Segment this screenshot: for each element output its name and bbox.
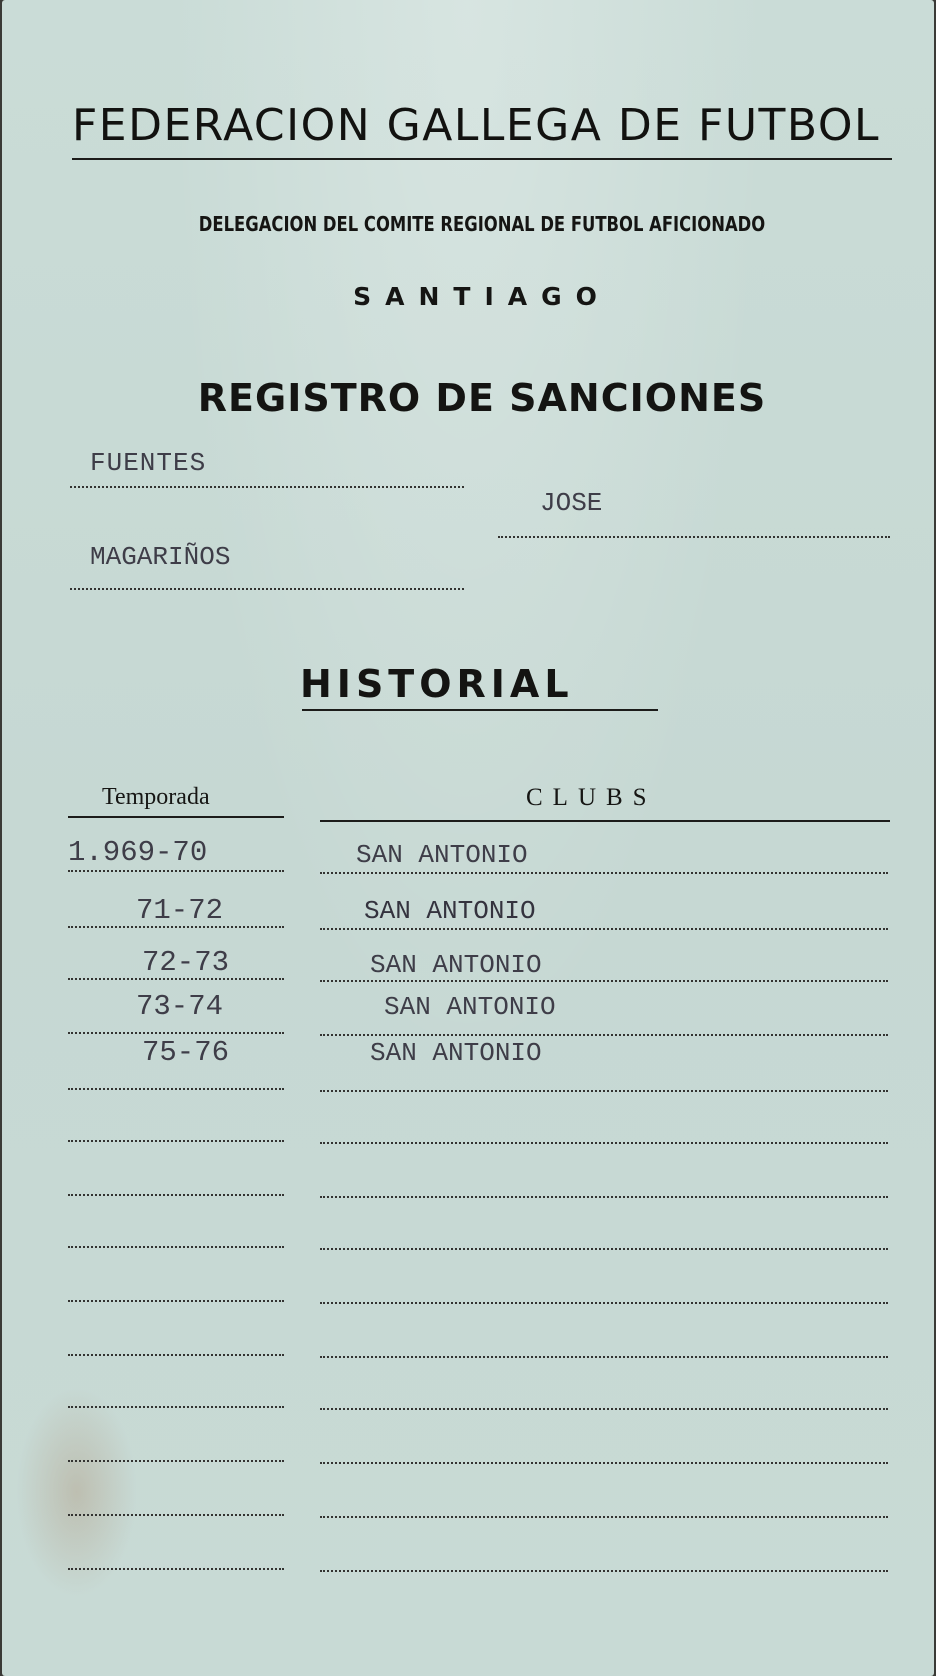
season-entry-5: 75-76 <box>142 1036 230 1069</box>
season-entry-4: 73-74 <box>136 990 224 1023</box>
second-surname-line <box>70 588 464 590</box>
second-surname-value: MAGARIÑOS <box>90 542 231 572</box>
season-row-line <box>68 1354 284 1356</box>
delegation-subtitle: DELEGACION DEL COMITE REGIONAL DE FUTBOL AFICIONADO <box>198 212 766 236</box>
club-entry-4: SAN ANTONIO <box>384 992 556 1022</box>
season-row-line <box>68 1032 284 1034</box>
club-row-line <box>320 1248 888 1250</box>
club-row-line <box>320 980 888 982</box>
club-row-line <box>320 1408 888 1410</box>
season-row-line <box>68 926 284 928</box>
club-row-line <box>320 1516 888 1518</box>
club-row-line <box>320 872 888 874</box>
season-row-line <box>68 978 284 980</box>
season-row-line <box>68 1140 284 1142</box>
club-row-line <box>320 1302 888 1304</box>
season-row-line <box>68 1300 284 1302</box>
sanction-record-card <box>2 0 934 1676</box>
federation-title: FEDERACION GALLEGA DE FUTBOL <box>72 100 880 151</box>
club-entry-2: SAN ANTONIO <box>364 896 536 926</box>
season-row-line <box>68 1514 284 1516</box>
first-surname-line <box>70 486 464 488</box>
first-name-value: JOSE <box>540 488 603 518</box>
historial-heading: HISTORIAL <box>300 662 574 706</box>
season-column-header: Temporada <box>102 784 210 810</box>
club-row-line <box>320 1034 888 1036</box>
club-entry-3: SAN ANTONIO <box>370 950 542 980</box>
title-underline <box>72 158 892 160</box>
season-entry-1: 1.969-70 <box>68 836 208 869</box>
club-row-line <box>320 1570 888 1572</box>
club-row-line <box>320 1142 888 1144</box>
club-row-line <box>320 1090 888 1092</box>
first-name-line <box>498 536 890 538</box>
season-entry-2: 71-72 <box>136 894 224 927</box>
club-row-line <box>320 1196 888 1198</box>
season-entry-3: 72-73 <box>142 946 230 979</box>
season-header-rule <box>68 816 284 818</box>
register-title: REGISTRO DE SANCIONES <box>197 376 767 420</box>
first-surname-value: FUENTES <box>90 448 207 478</box>
season-row-line <box>68 1194 284 1196</box>
club-entry-1: SAN ANTONIO <box>356 840 528 870</box>
city-label: SANTIAGO <box>353 282 611 311</box>
historial-underline <box>302 709 658 711</box>
club-row-line <box>320 928 888 930</box>
club-entry-5: SAN ANTONIO <box>370 1038 542 1068</box>
clubs-column-header: CLUBS <box>526 784 657 811</box>
season-row-line <box>68 1088 284 1090</box>
season-row-line <box>68 1406 284 1408</box>
season-row-line <box>68 1460 284 1462</box>
season-row-line <box>68 1246 284 1248</box>
clubs-header-rule <box>320 820 890 822</box>
season-row-line <box>68 870 284 872</box>
club-row-line <box>320 1462 888 1464</box>
season-row-line <box>68 1568 284 1570</box>
club-row-line <box>320 1356 888 1358</box>
